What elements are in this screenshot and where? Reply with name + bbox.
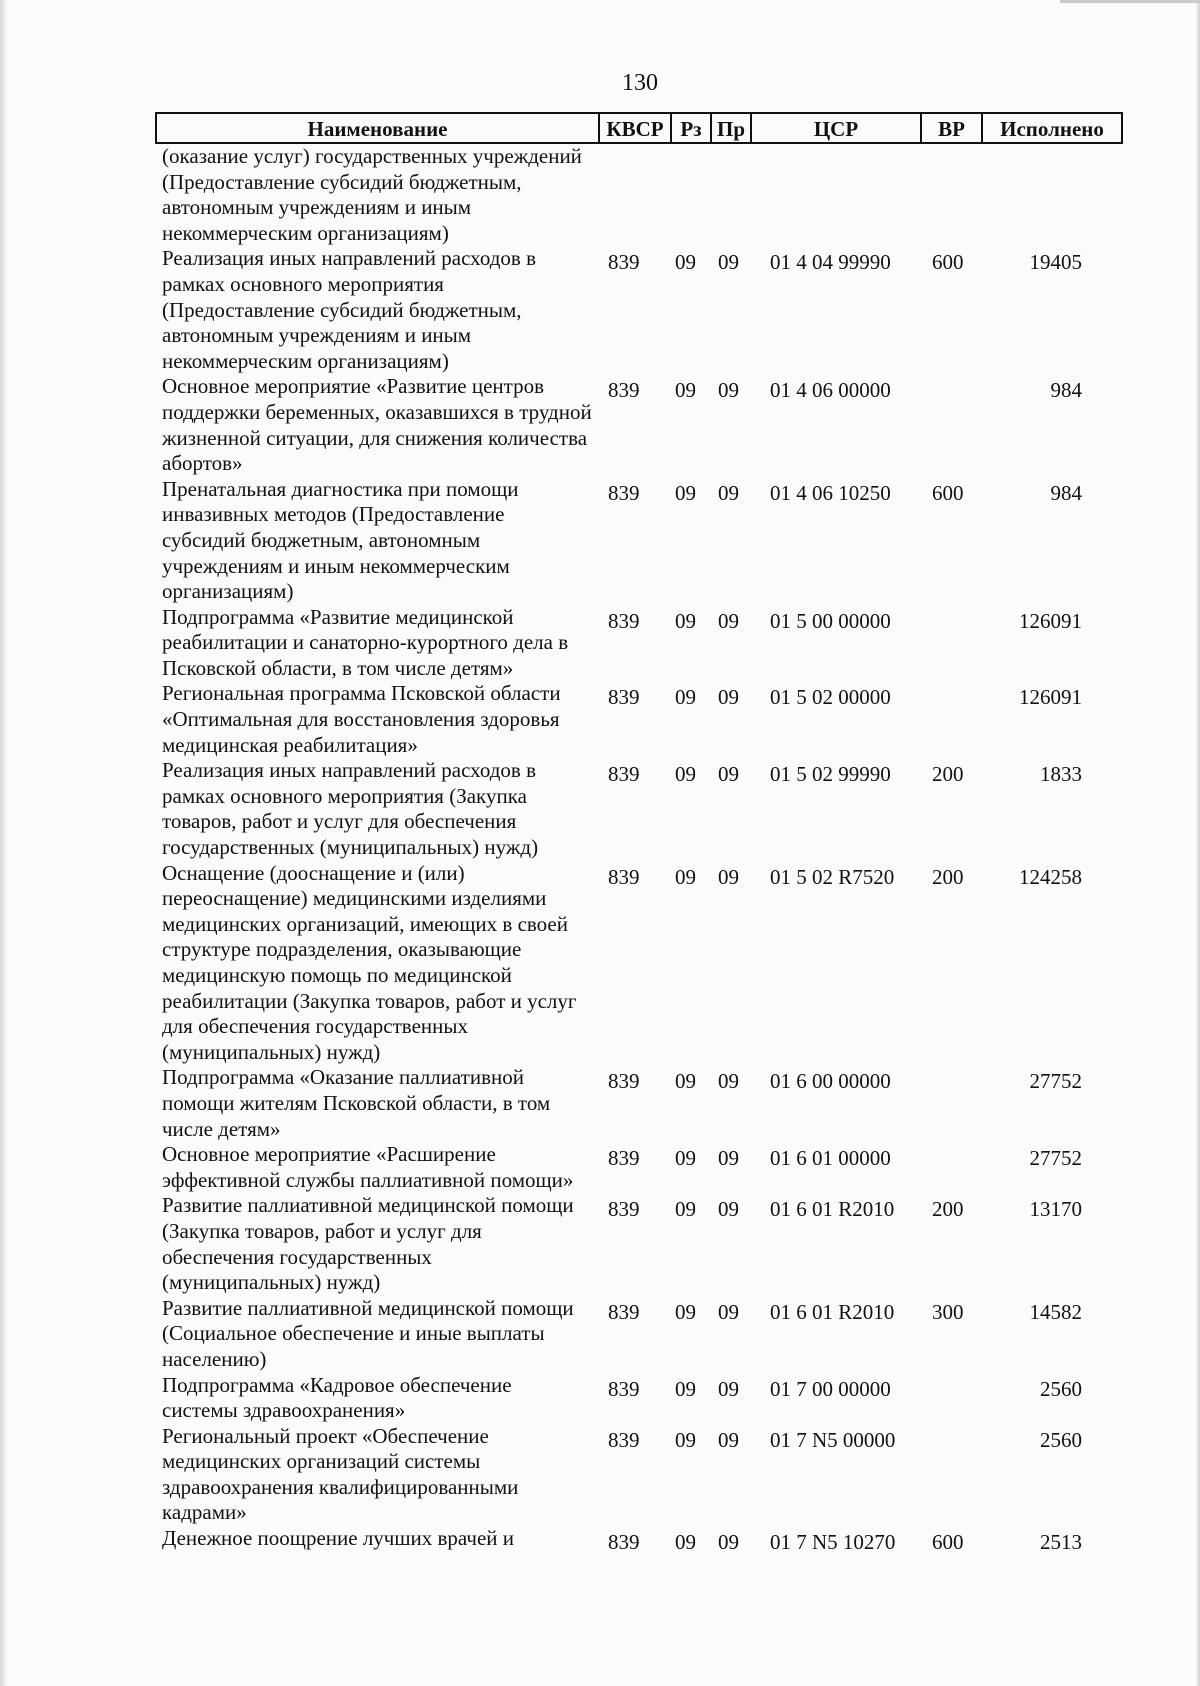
row-vr: 600 (932, 250, 964, 275)
row-pr: 09 (718, 1069, 739, 1094)
table-row (162, 605, 1122, 682)
row-rz: 09 (675, 1299, 696, 1324)
row-rz: 09 (675, 1530, 696, 1555)
header-kvsr: КВСР (600, 114, 672, 142)
row-pr: 09 (718, 480, 739, 505)
table-row (162, 1193, 1122, 1295)
row-kvsr: 839 (608, 608, 640, 633)
row-pr: 09 (718, 685, 739, 710)
page-number: 130 (622, 70, 658, 96)
row-csr: 01 6 01 R2010 (770, 1299, 895, 1324)
header-vr: ВР (922, 114, 983, 142)
table-row (162, 144, 1122, 246)
row-name: Подпрограмма «Оказание паллиативной помощи жителям Псковской области, в том числе детям» (162, 1065, 551, 1141)
row-pr: 09 (718, 762, 739, 787)
row-pr: 09 (718, 1146, 739, 1171)
row-csr: 01 7 N5 00000 (770, 1427, 896, 1452)
row-done: 14582 (1029, 1299, 1082, 1324)
header-pr: Пр (712, 114, 752, 142)
row-name: Пренатальная диагностика при помощи инвазивных методов (Предоставление субсидий бюджетным, автономным учреждениям и иным некоммерческим организациям) (162, 476, 519, 604)
row-rz: 09 (675, 762, 696, 787)
row-rz: 09 (675, 1197, 696, 1222)
scan-edge-top (1060, 0, 1200, 3)
scan-edge-left (0, 0, 6, 1686)
row-csr: 01 6 00 00000 (770, 1069, 891, 1094)
row-csr: 01 4 06 00000 (770, 378, 891, 403)
row-name: Основное мероприятие «Расширение эффективной службы паллиативной помощи» (162, 1142, 574, 1192)
row-kvsr: 839 (608, 1427, 640, 1452)
row-kvsr: 839 (608, 864, 640, 889)
header-done: Исполнено (1000, 117, 1104, 141)
table-row (162, 758, 1122, 860)
row-done: 984 (1050, 378, 1082, 403)
row-done: 13170 (1029, 1197, 1082, 1222)
header-csr: ЦСР (752, 114, 922, 142)
row-csr: 01 4 06 10250 (770, 480, 891, 505)
row-pr: 09 (718, 1197, 739, 1222)
row-kvsr: 839 (608, 1146, 640, 1171)
row-csr: 01 5 02 00000 (770, 685, 891, 710)
row-name: Подпрограмма «Кадровое обеспечение системы здравоохранения» (162, 1372, 512, 1423)
row-csr: 01 6 01 R2010 (770, 1197, 895, 1222)
row-pr: 09 (718, 1376, 739, 1401)
scan-edge-right (1196, 0, 1200, 1686)
row-csr: 01 5 02 R7520 (770, 864, 895, 889)
row-csr: 01 6 01 00000 (770, 1146, 891, 1171)
table-header (155, 112, 1123, 144)
table-row (162, 374, 1122, 476)
row-csr: 01 7 N5 10270 (770, 1530, 896, 1555)
row-done: 27752 (1029, 1069, 1082, 1094)
row-pr: 09 (718, 378, 739, 403)
row-name: (оказание услуг) государственных учреждений (Предоставление субсидий бюджетным, автономным учреждениям и иным некоммерческим организациям) (162, 144, 582, 245)
row-rz: 09 (675, 608, 696, 633)
row-done: 1833 (1040, 762, 1082, 787)
table-row (162, 681, 1122, 758)
header-rz: Рз (672, 114, 712, 142)
row-name: Реализация иных направлений расходов в рамках основного мероприятия (Закупка товаров, работ и услуг для обеспечения государственных (муниципальных) нужд) (162, 758, 539, 860)
table-row (162, 1424, 1122, 1526)
row-kvsr: 839 (608, 762, 640, 787)
table-row (162, 1296, 1122, 1373)
row-kvsr: 839 (608, 1530, 640, 1555)
row-name: Развитие паллиативной медицинской помощи (Закупка товаров, работ и услуг для обеспечения государственных (муниципальных) нужд) (162, 1193, 574, 1295)
row-kvsr: 839 (608, 1376, 640, 1401)
row-csr: 01 5 02 99990 (770, 762, 891, 787)
row-done: 2513 (1040, 1530, 1082, 1555)
row-rz: 09 (675, 378, 696, 403)
row-pr: 09 (718, 250, 739, 275)
row-done: 126091 (1019, 685, 1082, 710)
row-kvsr: 839 (608, 1069, 640, 1094)
row-name: Реализация иных направлений расходов в рамках основного мероприятия (Предоставление субсидий бюджетным, автономным учреждениям и иным некоммерческим организациям) (162, 246, 537, 373)
row-kvsr: 839 (608, 1197, 640, 1222)
row-csr: 01 5 00 00000 (770, 608, 891, 633)
row-done: 124258 (1019, 864, 1082, 889)
row-name: Развитие паллиативной медицинской помощи (Социальное обеспечение и иные выплаты населению) (162, 1295, 574, 1371)
row-kvsr: 839 (608, 378, 640, 403)
row-vr: 200 (932, 864, 964, 889)
row-vr: 200 (932, 1197, 964, 1222)
header-name: Наименование (157, 114, 600, 142)
table-row (162, 477, 1122, 605)
table-row (162, 1142, 1122, 1193)
table-body (162, 144, 1122, 1555)
row-pr: 09 (718, 1299, 739, 1324)
row-name: Оснащение (дооснащение и (или) переоснащение) медицинскими изделиями медицинских организаций, имеющих в своей структуре подразделения, оказывающие медицинскую помощь по медицинской реабилитации (Закупка товаров, работ и услуг для обеспечения государственных (муниципальных) нужд) (162, 860, 577, 1064)
row-name: Региональный проект «Обеспечение медицинских организаций системы здравоохранения квалифицированными кадрами» (162, 1423, 519, 1525)
table-row (162, 861, 1122, 1066)
row-vr: 600 (932, 1530, 964, 1555)
row-done: 19405 (1029, 250, 1082, 275)
row-vr: 300 (932, 1299, 964, 1324)
table-row (162, 1373, 1122, 1424)
row-rz: 09 (675, 1069, 696, 1094)
row-csr: 01 4 04 99990 (770, 250, 891, 275)
row-name: Денежное поощрение лучших врачей и (162, 1526, 515, 1551)
row-name: Подпрограмма «Развитие медицинской реабилитации и санаторно-курортного дела в Псковской области, в том числе детям» (162, 604, 569, 680)
row-done: 27752 (1029, 1146, 1082, 1171)
table-row (162, 1065, 1122, 1142)
row-rz: 09 (675, 685, 696, 710)
row-done: 2560 (1040, 1376, 1082, 1401)
row-pr: 09 (718, 864, 739, 889)
table-row (162, 1526, 1122, 1555)
row-vr: 200 (932, 762, 964, 787)
row-done: 2560 (1040, 1427, 1082, 1452)
row-rz: 09 (675, 1427, 696, 1452)
row-vr: 600 (932, 480, 964, 505)
row-csr: 01 7 00 00000 (770, 1376, 891, 1401)
row-pr: 09 (718, 608, 739, 633)
row-rz: 09 (675, 250, 696, 275)
row-kvsr: 839 (608, 250, 640, 275)
row-pr: 09 (718, 1427, 739, 1452)
row-kvsr: 839 (608, 480, 640, 505)
row-rz: 09 (675, 1146, 696, 1171)
row-name: Региональная программа Псковской области «Оптимальная для восстановления здоровья медицинская реабилитация» (162, 681, 561, 757)
row-kvsr: 839 (608, 685, 640, 710)
row-rz: 09 (675, 1376, 696, 1401)
row-kvsr: 839 (608, 1299, 640, 1324)
table-row (162, 246, 1122, 374)
row-done: 126091 (1019, 608, 1082, 633)
row-rz: 09 (675, 480, 696, 505)
row-rz: 09 (675, 864, 696, 889)
row-done: 984 (1050, 480, 1082, 505)
row-name: Основное мероприятие «Развитие центров поддержки беременных, оказавшихся в трудной жизненной ситуации, для снижения количества абортов» (162, 374, 592, 476)
row-pr: 09 (718, 1530, 739, 1555)
